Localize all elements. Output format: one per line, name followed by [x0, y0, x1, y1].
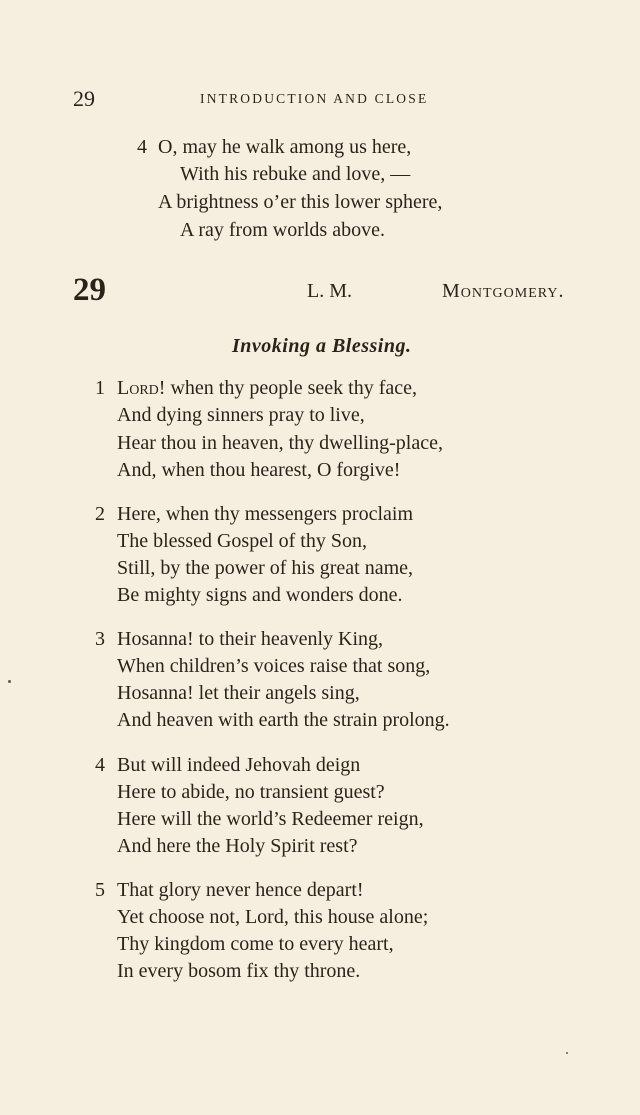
verse-line: O, may he walk among us here, [158, 136, 412, 158]
verse-line: And here the Holy Spirit rest? [117, 835, 358, 857]
verse-line: A ray from worlds above. [180, 219, 385, 241]
verse-line: But will indeed Jehovah deign [117, 754, 361, 776]
hymn-meter: L. M. [307, 280, 352, 302]
verse-line: In every bosom fix thy throne. [117, 960, 361, 982]
verse-line: Hosanna! let their angels sing, [117, 682, 360, 704]
verse-line: And dying sinners pray to live, [117, 404, 365, 426]
verse-line: Here to abide, no transient guest? [117, 781, 385, 803]
verse-line: Hosanna! to their heavenly King, [117, 628, 384, 650]
verse-line-rest: ! when thy people seek thy face, [158, 377, 418, 399]
verse-line: With his rebuke and love, — [180, 163, 411, 185]
verse-line: Thy kingdom come to every heart, [117, 933, 394, 955]
verse-line: Yet choose not, Lord, this house alone; [117, 906, 429, 928]
verse-number: 1 [95, 377, 105, 399]
verse-line: Here will the world’s Redeemer reign, [117, 808, 424, 830]
running-head: INTRODUCTION AND CLOSE [200, 91, 429, 106]
first-word: Lord [117, 377, 159, 399]
paper-speck [566, 1052, 568, 1054]
verse-line: When children’s voices raise that song, [117, 655, 431, 677]
page-number: 29 [73, 86, 95, 111]
verse-line: A brightness o’er this lower sphere, [158, 191, 443, 213]
verse-line: The blessed Gospel of thy Son, [117, 530, 367, 552]
hymn-number: 29 [73, 272, 106, 308]
hymn-author: Montgomery. [442, 280, 565, 302]
verse-number: 5 [95, 879, 105, 901]
verse-number: 4 [137, 136, 147, 158]
verse-number: 2 [95, 503, 105, 525]
verse-line [117, 378, 417, 398]
verse-line: Here, when thy messengers proclaim [117, 503, 414, 525]
verse-line: And, when thou hearest, O forgive! [117, 459, 401, 481]
verse-line: And heaven with earth the strain prolong. [117, 709, 450, 731]
hymn-title: Invoking a Blessing. [232, 335, 412, 357]
verse-line: Still, by the power of his great name, [117, 557, 414, 579]
paper-speck [8, 680, 11, 683]
verse-number: 4 [95, 754, 105, 776]
verse-line: That glory never hence depart! [117, 879, 364, 901]
verse-line: Be mighty signs and wonders done. [117, 584, 403, 606]
verse-number: 3 [95, 628, 105, 650]
verse-line: Hear thou in heaven, thy dwelling-place, [117, 432, 443, 454]
